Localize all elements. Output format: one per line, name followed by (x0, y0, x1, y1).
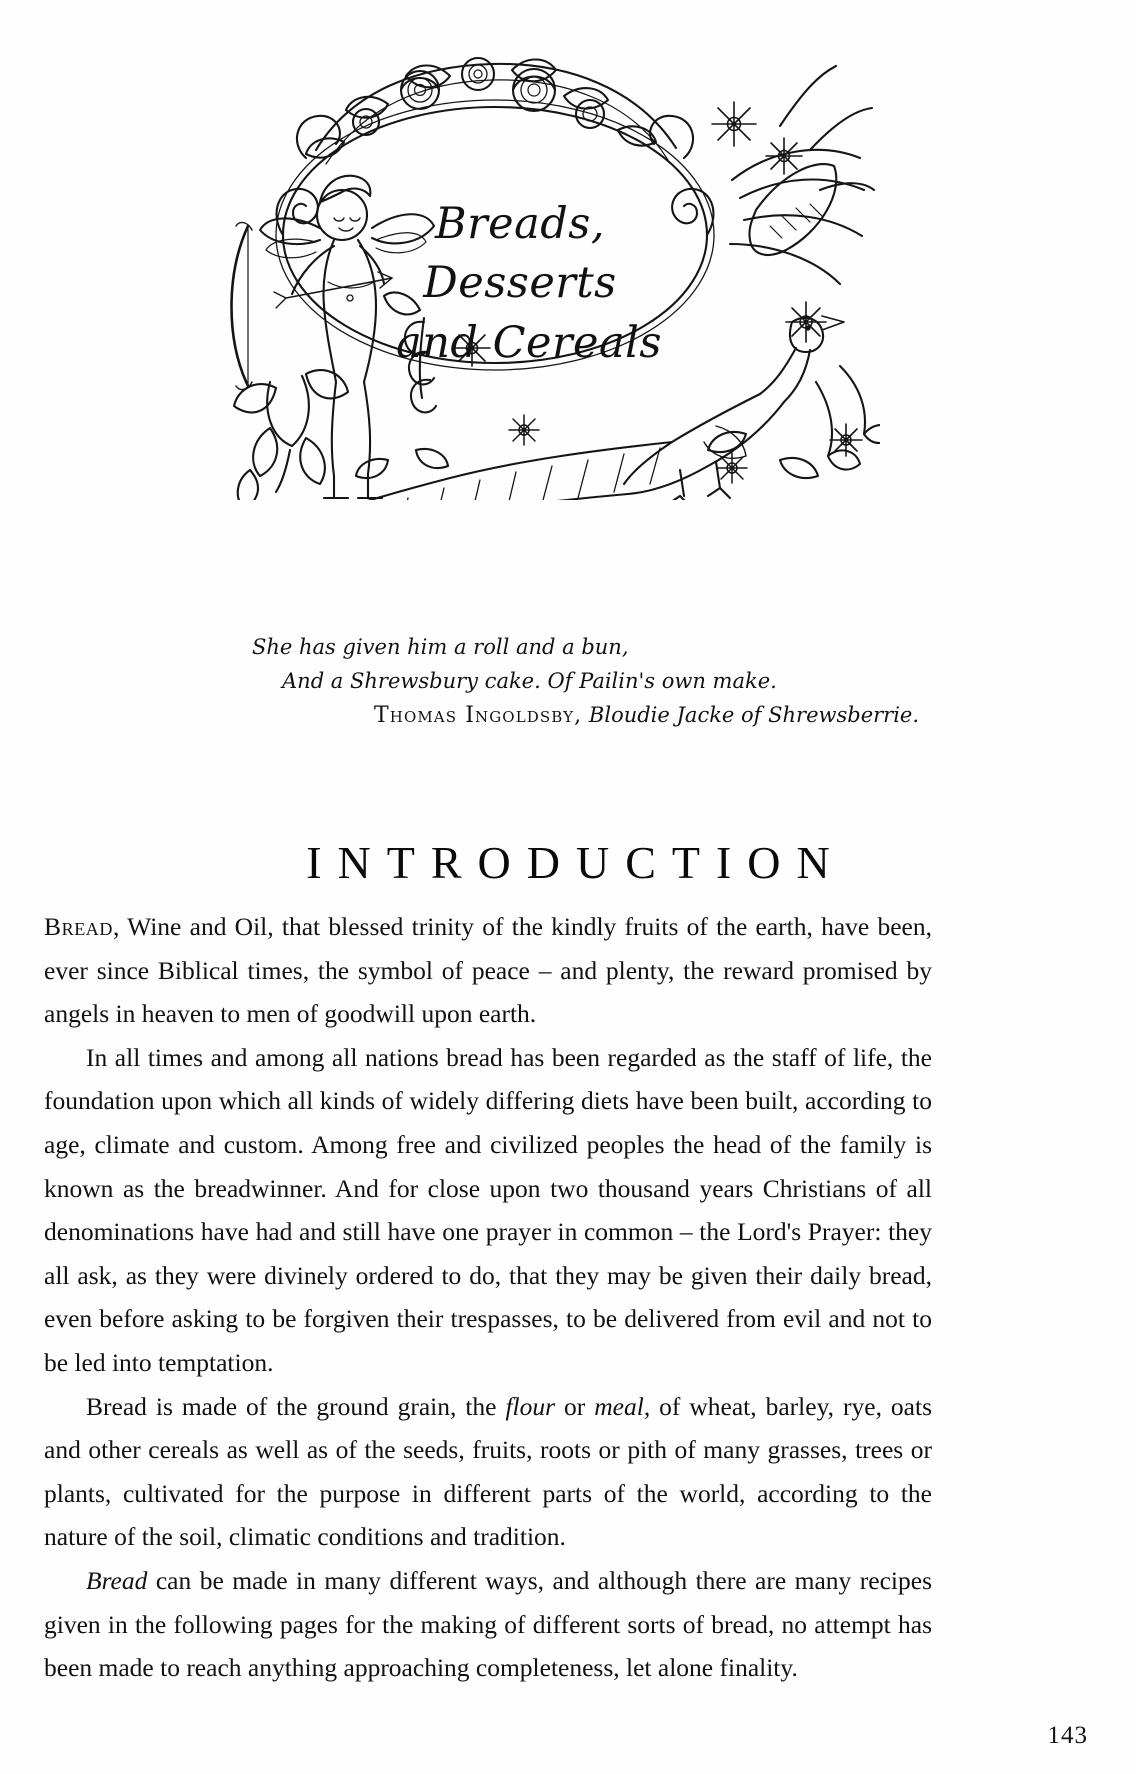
section-heading: INTRODUCTION (306, 836, 846, 888)
paragraph-1-opening-word: Bread (44, 912, 114, 941)
ornamental-headpiece (120, 30, 880, 500)
epigraph (0, 630, 1136, 734)
paragraph-1 (44, 905, 932, 1036)
paragraph-4-text: can be made in many different ways, and although there are many recipes given in the following pages for the making of different sorts of bread, no attempt has been made to reach anything approaching completeness, let alone finality. (44, 1565, 932, 1683)
paragraph-4 (44, 1559, 932, 1690)
paragraph-1-text: , Wine and Oil, that blessed trinity of the kindly fruits of the earth, have been, ever since Biblical times, the symbol of peace – and plenty, the reward promised by angels in heaven to men of goodwill upon earth. (44, 912, 932, 1029)
headpiece-title-line-1: Breads, Desserts (423, 199, 617, 309)
epigraph-work-title: Bloudie Jacke of Shrewsberrie. (588, 703, 920, 728)
term-bread: Bread (86, 1565, 148, 1595)
paragraph-3-part-a: Bread is made of the ground grain, the (86, 1391, 506, 1421)
body-copy (44, 905, 932, 1690)
paragraph-3-part-b: or (555, 1391, 595, 1421)
epigraph-author: Thomas Ingoldsby, (374, 703, 583, 729)
epigraph-line-1: She has given him a roll and a bun, (252, 635, 629, 659)
term-meal: meal (594, 1391, 644, 1421)
headpiece-title (340, 195, 700, 373)
headpiece-title-line-2: and Cereals (396, 317, 662, 368)
epigraph-line-2: And a Shrewsbury cake. Of Pailin's own make. (282, 669, 777, 694)
paragraph-3 (44, 1385, 932, 1559)
term-flour: flour (505, 1391, 556, 1421)
paragraph-3-part-c: , of wheat, barley, rye, oats and other cereals as well as of the seeds, fruits, roots or pith of many grasses, trees or plants, cultivated for the purpose in different parts of the world, according to the nature of the soil, climatic conditions and tradition. (44, 1391, 932, 1552)
page-number: 143 (1047, 1722, 1088, 1749)
epigraph-attribution (0, 698, 1136, 734)
paragraph-2: In all times and among all nations bread has been regarded as the staff of life, the foundation upon which all kinds of widely differing diets have been built, according to age, climate and custom. Among free and civilized peoples the head of the family is known as the breadwinner. And for close upon two thousand years Christians of all denominations have had and still have one prayer in common – the Lord's Prayer: they all ask, as they were divinely ordered to do, that they may be given their daily bread, even before asking to be forgiven their trespasses, to be delivered from evil and not to be led into temptation. (44, 1042, 932, 1377)
